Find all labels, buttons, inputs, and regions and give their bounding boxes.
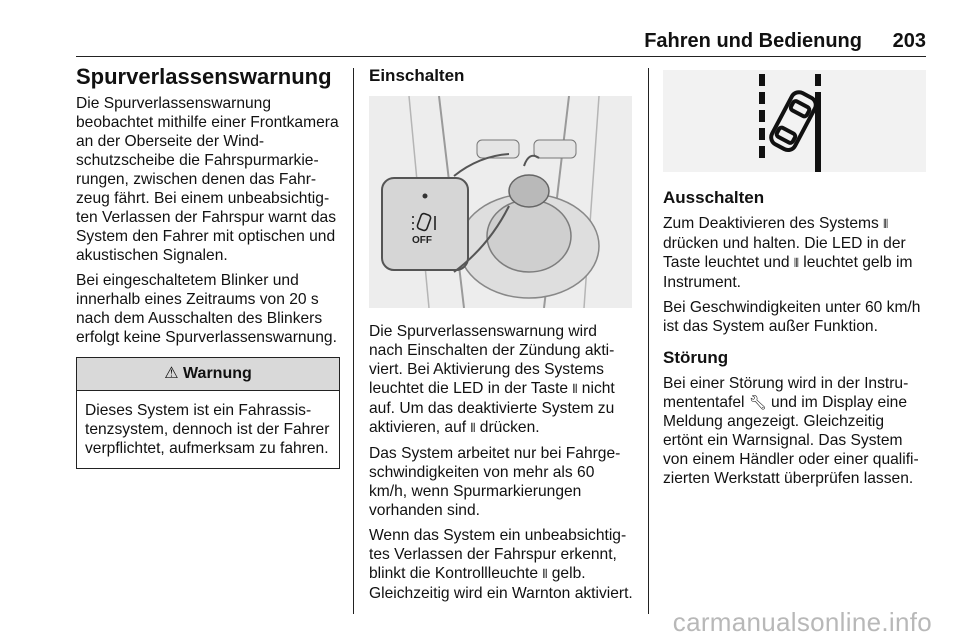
off-button-label: OFF — [412, 235, 432, 246]
intro-paragraph: Die Spurverlassenswarnung beobachtet mithilfe einer Frontkamera an der Oberseite der Windschutzscheibe die Fahrspurmarkierungen, zwischen denen das Fahrzeug fährt. Bei einem unbeabsichtigten Verlassen der Fahrspur warnt das System den Fahrer mit optischen und akustischen Signalen. — [76, 95, 339, 264]
heading-stoerung: Störung — [663, 348, 729, 367]
center-console-illustration — [369, 96, 632, 308]
blinker-paragraph: Bei eingeschaltetem Blinker und innerhalb eines Zeitraums von 20 s nach dem Ausschalten des Blinkers erfolgt keine Spurverlassenswarnung. — [76, 272, 337, 346]
warning-box — [76, 357, 340, 469]
deactivation-paragraph-b: drücken und halten. Die LED in der Taste leuchtet und — [663, 235, 906, 271]
activation-paragraph-b: nicht auf. Um das deaktivierte System zu aktivieren, auf — [369, 380, 615, 436]
lane-departure-icon: ⫴ — [793, 256, 799, 270]
header-divider — [76, 56, 926, 57]
lane-departure-icon: ⫴ — [470, 421, 476, 435]
activation-paragraph-c: drücken. — [475, 419, 540, 436]
warning-triangle-icon: ⚠ — [164, 365, 179, 382]
lane-departure-symbol-figure — [663, 70, 926, 172]
column-2 — [369, 64, 633, 609]
footer-watermark[interactable]: carmanualsonline.info — [672, 607, 932, 637]
page-number: 203 — [892, 30, 926, 52]
heading-ausschalten: Ausschalten — [663, 188, 765, 207]
deactivation-paragraph-a: Zum Deaktivieren des Systems — [663, 215, 884, 232]
detection-paragraph-b: gelb. Gleichzeitig wird ein Warnton aktiviert. — [369, 565, 633, 602]
console-drawing — [369, 96, 632, 308]
activation-paragraph-a: Die Spurverlassenswarnung wird nach Einschalten der Zündung aktiviert. Bei Aktivierung des Systems leuchtet die LED in der Taste — [369, 323, 615, 397]
warning-text: Dieses System ist ein Fahrassistenzsystem, dennoch ist der Fahrer verpflichtet, aufmerksam zu fahren. — [85, 402, 330, 457]
column-divider-2 — [648, 68, 649, 614]
column-3 — [663, 70, 927, 494]
detection-paragraph-a: Wenn das System ein unbeabsichtigtes Verlassen der Fahrspur erkennt, blinkt die Kontrollleuchte — [369, 527, 627, 582]
lane-departure-icon: ⫴ — [572, 382, 578, 396]
warning-title: Warnung — [183, 365, 252, 382]
column-divider-1 — [353, 68, 354, 614]
page-header-title: Fahren und Bedienung — [644, 30, 862, 52]
heading-einschalten: Einschalten — [369, 66, 465, 85]
warning-header — [77, 358, 339, 391]
column-1 — [76, 62, 340, 469]
lane-departure-icon: ⫴ — [542, 567, 548, 581]
wrench-icon: 🔧︎ — [748, 394, 767, 410]
low-speed-paragraph: Bei Geschwindigkeiten unter 60 km/h ist das System außer Funktion. — [663, 299, 921, 335]
speed-paragraph: Das System arbeitet nur bei Fahrgeschwindigkeiten von mehr als 60 km/h, wenn Spurmarkierungen vorhanden sind. — [369, 445, 621, 519]
fault-paragraph-a: Bei einer Störung wird in der Instrumententafel — [663, 375, 909, 411]
lane-departure-icon — [663, 70, 926, 172]
section-heading: Spurverlassenswarnung — [76, 64, 332, 89]
fault-paragraph-b: und im Display eine Meldung angezeigt. Gleichzeitig ertönt ein Warnsignal. Das System von einem Händler oder einer qualifizierten Werkstatt überprüfen lassen. — [663, 394, 919, 487]
lane-departure-icon: ⫴ — [883, 217, 889, 231]
deactivation-paragraph-c: leuchtet gelb im Instrument. — [663, 254, 913, 291]
